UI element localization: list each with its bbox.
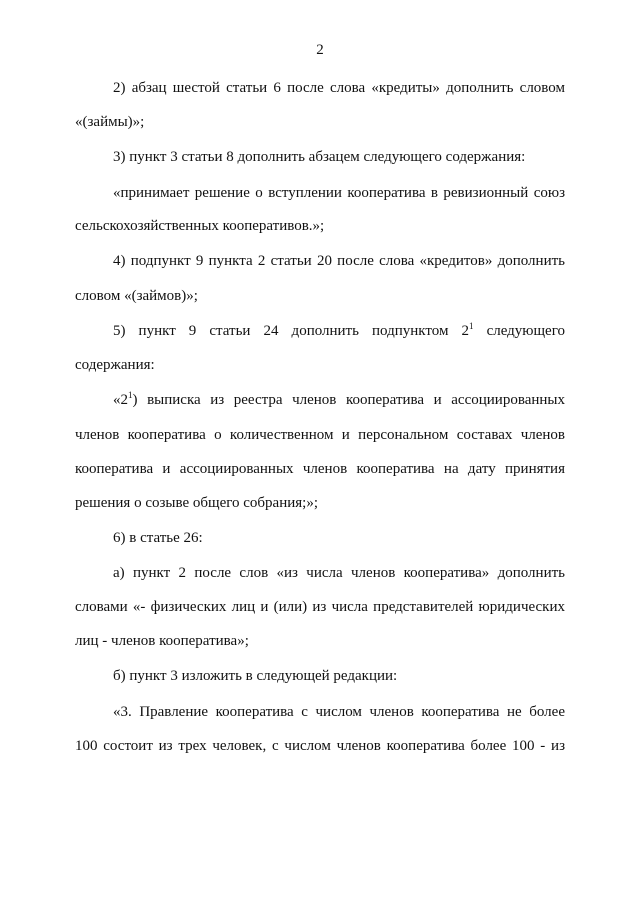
text-line [113,391,565,409]
page-number: 2 [316,42,324,58]
text-segment: ) выписка из реестра членов кооператива и ассоциированных [132,392,565,408]
superscript: 1 [128,390,133,400]
text-line: «принимает решение о вступлении кооператива в ревизионный союз [113,185,565,201]
text-line: 4) подпункт 9 пункта 2 статьи 20 после слова «кредитов» дополнить [113,253,565,269]
text-line [113,322,565,340]
text-line: 6) в статье 26: [113,530,203,546]
text-segment: 5) пункт 9 статьи 24 дополнить подпунктом 2 [113,323,469,339]
text-line: 3) пункт 3 статьи 8 дополнить абзацем следующего содержания: [113,149,526,165]
text-line: словами «- физических лиц и (или) из числа представителей юридических [75,599,565,615]
text-line: 2) абзац шестой статьи 6 после слова «кредиты» дополнить словом [113,80,565,96]
text-line: а) пункт 2 после слов «из числа членов кооператива» дополнить [113,565,565,581]
text-line: «(займы)»; [75,114,145,130]
superscript: 1 [469,321,474,331]
text-line: 100 состоит из трех человек, с числом членов кооператива более 100 - из [75,738,565,754]
text-line: решения о созыве общего собрания;»; [75,495,318,511]
text-segment: следующего [486,323,565,339]
text-line: кооператива и ассоциированных членов кооператива на дату принятия [75,461,565,477]
text-line: членов кооператива о количественном и персональном составах членов [75,427,565,443]
text-line: содержания: [75,357,155,373]
text-line: б) пункт 3 изложить в следующей редакции: [113,668,398,684]
text-line: лиц - членов кооператива»; [75,633,249,649]
text-line: словом «(займов)»; [75,288,198,304]
text-line: «3. Правление кооператива с числом членов кооператива не более [113,704,565,720]
text-segment: «2 [113,392,128,408]
text-line: сельскохозяйственных кооперативов.»; [75,218,325,234]
